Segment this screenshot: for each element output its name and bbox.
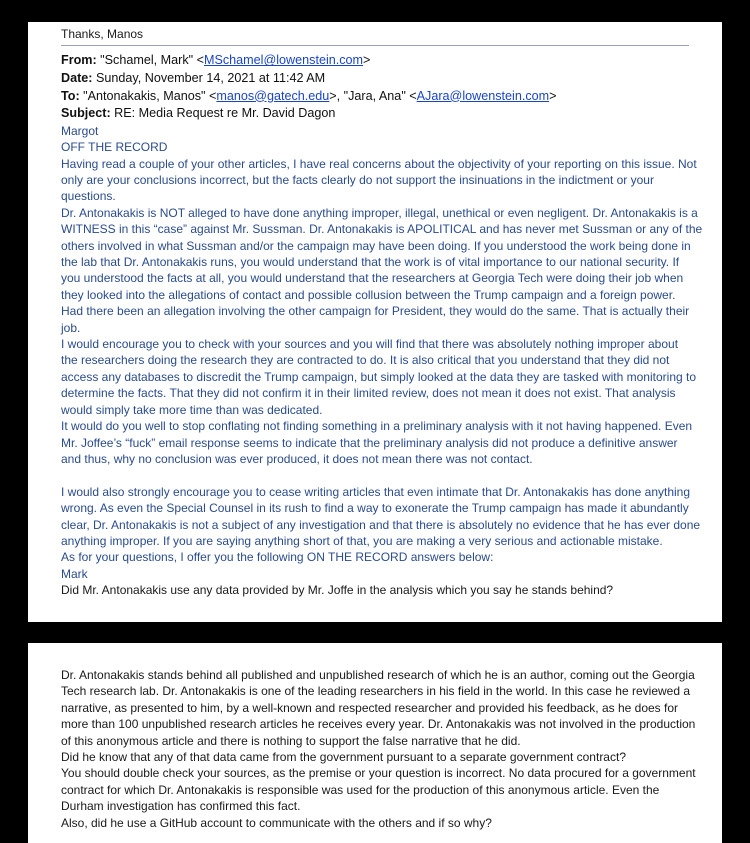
body-line: anything improper. If you are saying anything short of that, you are making a very serious and actionable mistake. xyxy=(61,533,663,548)
to-label: To: xyxy=(61,88,80,103)
body-line: the lab that Dr. Antonakakis runs, you would understand that the work is of vital importance to our national security. If xyxy=(61,255,680,270)
from-line xyxy=(61,52,691,70)
thanks-line: Thanks, Manos xyxy=(61,27,144,41)
answer-line: Dr. Antonakakis stands behind all published and unpublished research of which he is an author, coming out the Georgia xyxy=(61,668,695,682)
email-content xyxy=(61,26,703,599)
body-line: wrong. As even the Special Counsel in its rush to find a way to exonerate the Trump campaign has made it abundantly xyxy=(61,501,689,516)
to-name-1: "Antonakakis, Manos" < xyxy=(79,88,217,103)
body-line: only are your conclusions incorrect, but the facts clearly do not support the insinuations in the indictment or your xyxy=(61,173,654,187)
body-line: others involved in what Sussman and/or the campaign may have been doing. If you understood the work being done in xyxy=(61,238,691,253)
body-line: Dr. Antonakakis is NOT alleged to have done anything improper, illegal, unethical or even negligent. Dr. Antonakakis is a xyxy=(61,205,698,220)
body-line: you understood the facts at all, you would understand that the researchers at Georgia Tech were doing their job when xyxy=(61,271,684,286)
body-line: WITNESS in this “case” against Mr. Sussman. Dr. Antonakakis is APOLITICAL and has never met Sussman or any of the xyxy=(61,222,703,237)
from-close: > xyxy=(363,53,371,68)
question-line: Did Mr. Antonakakis use any data provided by Mr. Joffe in the analysis which you say he stands behind? xyxy=(61,583,614,598)
body-line: I would also strongly encourage you to cease writing articles that even intimate that Dr. Antonakakis has done anything xyxy=(61,484,691,499)
to-email-link-1[interactable]: manos@gatech.edu xyxy=(216,88,330,103)
answer-line: contract for which Dr. Antonakakis is responsible was used for the production of this anonymous article. Even the xyxy=(61,782,660,797)
body-line: Margot xyxy=(61,123,99,138)
date-line xyxy=(61,70,691,88)
question-line: Also, did he use a GitHub account to communicate with the others and if so why? xyxy=(61,815,492,830)
body-line: As for your questions, I offer you the following ON THE RECORD answers below: xyxy=(61,550,494,565)
email-body xyxy=(61,123,703,599)
to-line xyxy=(61,88,691,106)
answer-line: of this anonymous article and there is nothing to support the false narrative that he did. xyxy=(61,733,521,748)
body-line: and thus, why no conclusion was ever produced, it does not mean there was not contact. xyxy=(61,451,533,466)
body-line: Having read a couple of your other articles, I have real concerns about the objectivity of your reporting on this issue. Not xyxy=(61,156,697,171)
signature-line: Mark xyxy=(61,566,88,581)
to-email-link-2[interactable]: AJara@lowenstein.com xyxy=(416,88,550,103)
header-divider xyxy=(61,45,689,46)
body-line: they looked into the allegations of contact and possible collusion between the Trump campaign and a foreign power. xyxy=(61,287,676,302)
subject-value: RE: Media Request re Mr. David Dagon xyxy=(110,106,336,121)
paragraph-gap xyxy=(61,467,691,483)
document-page-2 xyxy=(28,643,722,843)
subject-label: Subject: xyxy=(61,106,111,121)
body-line: access any databases to discredit the Trump campaign, but simply looked at the data they are tasked with monitoring to xyxy=(61,369,697,384)
body-line: determine the facts. That they did not confirm it in their limited review, does not mean it does not exist. That analysis xyxy=(61,386,676,401)
body-line: clear, Dr. Antonakakis is not a subject of any investigation and that there is absolutely no evidence that he has ever done xyxy=(61,517,701,532)
from-name: "Schamel, Mark" < xyxy=(96,53,204,68)
to-close: > xyxy=(549,88,557,103)
body-line: I would encourage you to check with your sources and you will find that there was absolutely nothing improper about xyxy=(61,337,679,352)
question-line: Did he know that any of that data came from the government pursuant to a separate government contract? xyxy=(61,750,626,765)
from-email-link[interactable]: MSchamel@lowenstein.com xyxy=(203,53,364,68)
body-line: would simply take more time than was dedicated. xyxy=(61,402,323,417)
document-page-1 xyxy=(28,22,722,622)
answer-line: You should double check your sources, as the premise or your question is incorrect. No data procured for a government xyxy=(61,766,696,781)
subject-line xyxy=(61,105,691,123)
date-label: Date: xyxy=(61,71,93,85)
from-label: From: xyxy=(61,53,97,68)
to-mid: >, "Jara, Ana" < xyxy=(329,88,417,103)
body-line: Had there been an allegation involving the other campaign for President, they would do the same. That is actually their xyxy=(61,304,690,319)
answer-line: more than 100 unpublished research articles he receives every year. Dr. Antonakakis was not involved in the production xyxy=(61,717,696,732)
body-line: job. xyxy=(61,320,81,335)
body-line: questions. xyxy=(61,189,116,204)
page2-content xyxy=(61,667,696,831)
body-line: It would do you well to stop conflating not finding something in a preliminary analysis with it not having happened. Even xyxy=(61,419,693,434)
answer-line: narrative, as presented to him, by a well-known and respected researcher and provided his feedback, as he does for xyxy=(61,700,679,715)
date-value: Sunday, November 14, 2021 at 11:42 AM xyxy=(92,71,326,85)
body-line: the researchers doing the research they are contracted to do. It is also critical that you understand that they did not xyxy=(61,353,670,368)
answer-line: Durham investigation has confirmed this fact. xyxy=(61,799,301,814)
body-line: Mr. Joffee’s “fuck” email response seems to indicate that the preliminary analysis did not produce a definitive answer xyxy=(61,435,678,450)
body-line: OFF THE RECORD xyxy=(61,140,168,155)
answer-line: Tech research lab. Dr. Antonakakis is one of the leading researchers in his field in the world. In this case he reviewed a xyxy=(61,684,691,699)
